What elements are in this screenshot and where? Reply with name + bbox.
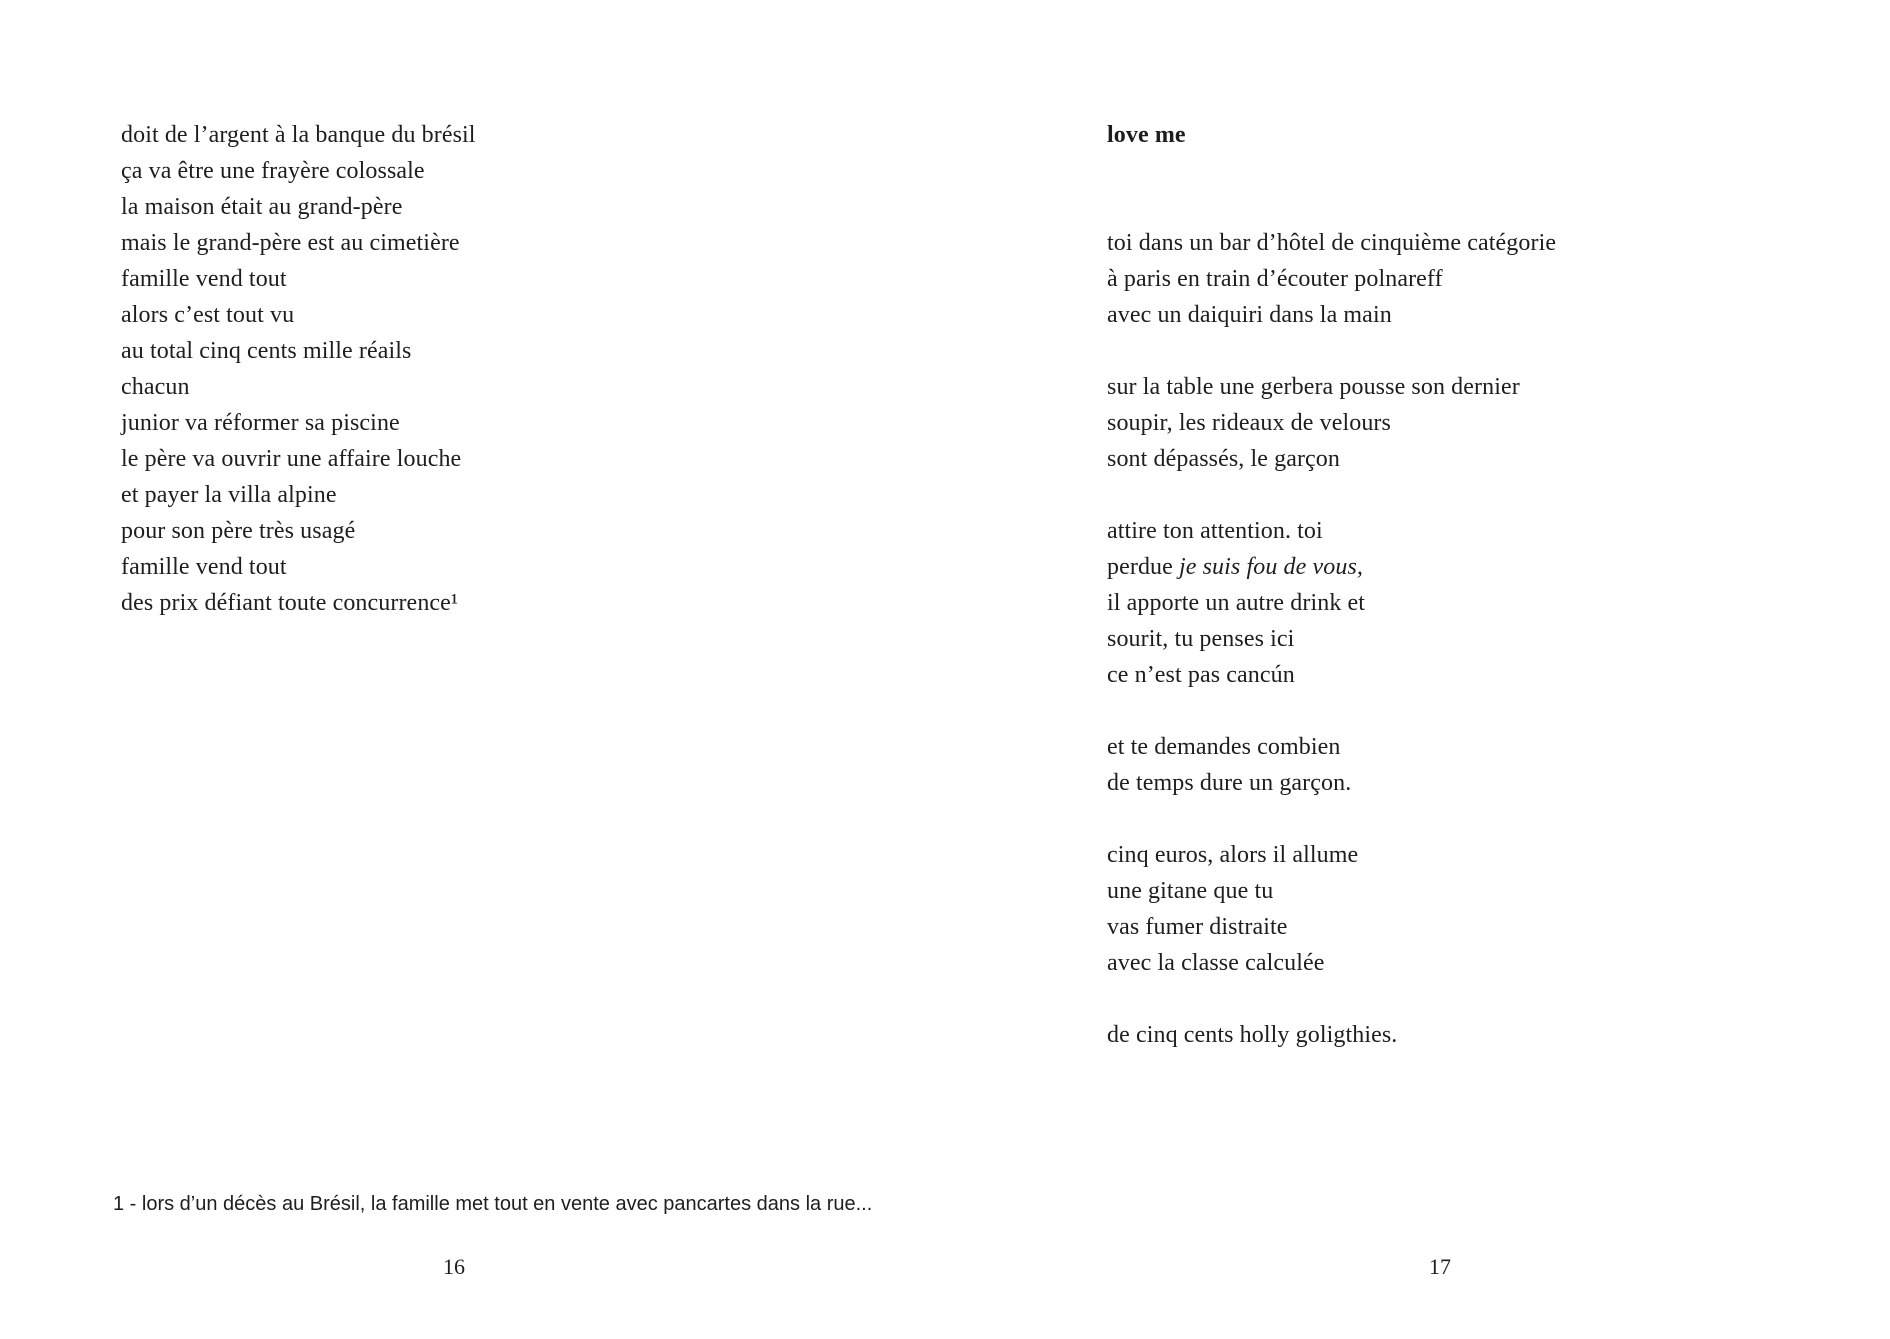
poem-line-italic-part: je suis fou de vous, <box>1179 554 1363 580</box>
blank-line <box>1107 801 1787 837</box>
poem-line: une gitane que tu <box>1107 878 1274 904</box>
poem-line: attire ton attention. toi <box>1107 518 1323 544</box>
poem-line: à paris en train d’écouter polnareff <box>1107 266 1443 292</box>
right-page-poem <box>1107 117 1787 1053</box>
poem-line: le père va ouvrir une affaire louche <box>121 446 462 472</box>
poem-line: et te demandes combien <box>1107 734 1341 760</box>
blank-line <box>1107 333 1787 369</box>
poem-line: sont dépassés, le garçon <box>1107 446 1341 472</box>
poem-line: de cinq cents holly goligthies. <box>1107 1022 1398 1048</box>
left-page-poem <box>121 117 801 621</box>
poem-line: mais le grand-père est au cimetière <box>121 230 460 256</box>
poem-line: ce n’est pas cancún <box>1107 662 1295 688</box>
poem-line: avec un daiquiri dans la main <box>1107 302 1392 328</box>
poem-line: de temps dure un garçon. <box>1107 770 1352 796</box>
poem-line: famille vend tout <box>121 266 287 292</box>
poem-line: cinq euros, alors il allume <box>1107 842 1359 868</box>
poem-line: chacun <box>121 374 190 400</box>
poem-line: vas fumer distraite <box>1107 914 1288 940</box>
poem-line: junior va réformer sa piscine <box>121 410 400 436</box>
poem-line: il apporte un autre drink et <box>1107 590 1366 616</box>
poem-line: toi dans un bar d’hôtel de cinquième catégorie <box>1107 230 1557 256</box>
poem-line: sourit, tu penses ici <box>1107 626 1295 652</box>
poem-line: et payer la villa alpine <box>121 482 337 508</box>
poem-line: soupir, les rideaux de velours <box>1107 410 1391 436</box>
poem-line: pour son père très usagé <box>121 518 356 544</box>
poem-line: avec la classe calculée <box>1107 950 1325 976</box>
poem-title: love me <box>1107 122 1186 148</box>
blank-line <box>1107 477 1787 513</box>
page-number-right: 17 <box>1429 1254 1451 1279</box>
poem-line: alors c’est tout vu <box>121 302 295 328</box>
poem-line: au total cinq cents mille réails <box>121 338 412 364</box>
poem-line: doit de l’argent à la banque du brésil <box>121 122 476 148</box>
blank-line <box>1107 189 1787 225</box>
poem-line: sur la table une gerbera pousse son dernier <box>1107 374 1520 400</box>
poem-line: ça va être une frayère colossale <box>121 158 425 184</box>
poem-line-mixed <box>1107 549 1787 585</box>
poem-line-with-footnote-ref: des prix défiant toute concurrence¹ <box>121 590 459 616</box>
blank-line <box>1107 153 1787 189</box>
poem-line: la maison était au grand-père <box>121 194 403 220</box>
blank-line <box>1107 981 1787 1017</box>
poem-line: famille vend tout <box>121 554 287 580</box>
page-number-left: 16 <box>443 1254 465 1279</box>
footnote: 1 - lors d’un décès au Brésil, la famille met tout en vente avec pancartes dans la rue... <box>113 1193 873 1215</box>
blank-line <box>1107 693 1787 729</box>
poem-line-roman-part: perdue <box>1107 554 1179 580</box>
